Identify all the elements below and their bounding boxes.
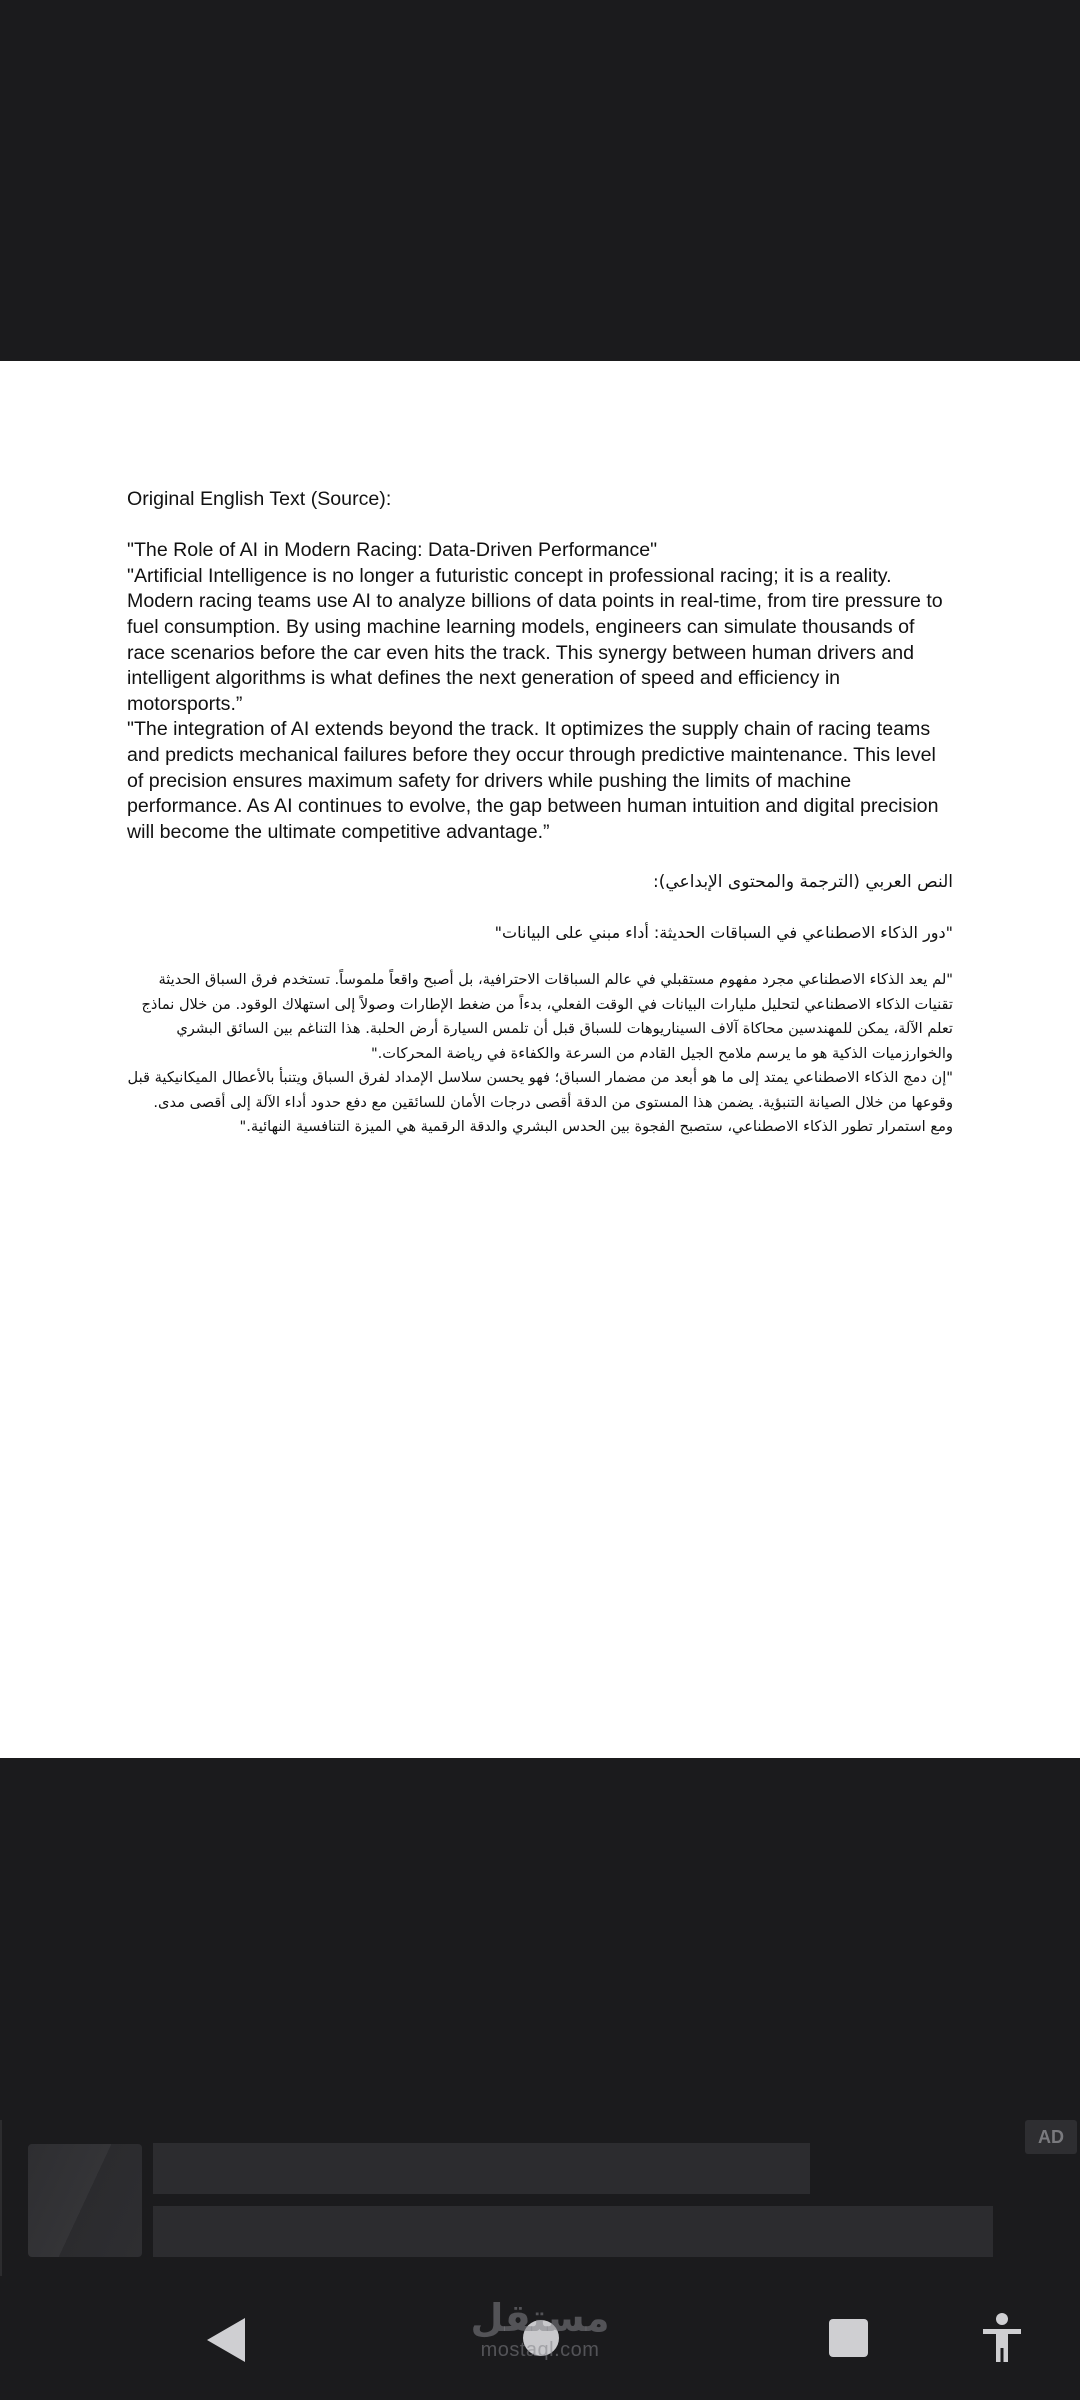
mostaql-watermark [460, 2296, 620, 2360]
system-navigation-bar [0, 2276, 1080, 2400]
accessibility-icon[interactable] [980, 2312, 1024, 2364]
english-title: "The Role of AI in Modern Racing: Data-Driven Performance" [127, 539, 658, 562]
arabic-title: "دور الذكاء الاصطناعي في السباقات الحديثة: أداء مبني على البيانات" [494, 923, 953, 943]
english-paragraph-2: "The integration of AI extends beyond the track. It optimizes the supply chain of racing teams and predicts mechanical failures before they occur through predictive maintenance. This level of precision ensures maximum safety for drivers while pushing the limits of machine performance. As AI continues to evolve, the gap between human intuition and digital precision will become the ultimate competitive advantage.” [127, 718, 939, 843]
ad-thumbnail-placeholder[interactable] [28, 2144, 142, 2257]
english-paragraph-1: "Artificial Intelligence is no longer a futuristic concept in professional racing; it is a reality. Modern racing teams use AI to analyze billions of data points in real-time, from tire pressure to fuel consumption. By using machine learning models, engineers can simulate thousands of race scenarios before the car even hits the track. This synergy between human drivers and intelligent algorithms is what defines the next generation of speed and efficiency in motorsports.” [127, 564, 943, 715]
watermark-arabic: مستقل [470, 2296, 610, 2340]
ad-badge: AD [1025, 2120, 1077, 2154]
source-label: Original English Text (Source): [127, 488, 392, 510]
arabic-section [127, 870, 953, 1140]
arabic-paragraph-1: "لم يعد الذكاء الاصطناعي مجرد مفهوم مستقبلي في عالم السباقات الاحترافية، بل أصبح واقعاً ملموساً. تستخدم فرق السباق الحديثة تقنيات الذكاء الاصطناعي لتحليل مليارات البيانات في الوقت الفعلي، بدءاً من ضغط الإطارات وصولاً إلى استهلاك الوقود. من خلال نماذج تعلم الآلة، يمكن للمهندسين محاكاة آلاف السيناريوهات للسباق قبل أن تلمس السيارة أرض الحلبة. هذا التناغم بين السائق البشري والخوارزميات الذكية هو ما يرسم ملامح الجيل القادم من السرعة والكفاءة في رياضة المحركات." [141, 971, 953, 1062]
recents-square-icon[interactable] [829, 2319, 868, 2357]
viewer-top-background [0, 0, 1080, 361]
document-page[interactable] [0, 361, 1080, 1758]
ad-title-placeholder[interactable] [153, 2143, 810, 2194]
ad-border [0, 2120, 2, 2276]
ad-description-placeholder[interactable] [153, 2206, 993, 2257]
arabic-heading: النص العربي (الترجمة والمحتوى الإبداعي): [653, 872, 953, 893]
arabic-paragraph-2: "إن دمج الذكاء الاصطناعي يمتد إلى ما هو أبعد من مضمار السباق؛ فهو يحسن سلاسل الإمداد لفرق السباق ويتنبأ بالأعطال الميكانيكية قبل وقوعها من خلال الصيانة التنبؤية. يضمن هذا المستوى من الدقة أقصى درجات الأمان للسائقين مع دفع حدود أداء الآلة إلى أقصى مدى. ومع استمرار تطور الذكاء الاصطناعي، ستصبح الفجوة بين الحدس البشري والدقة الرقمية هي الميزة التنافسية النهائية." [127, 1069, 953, 1136]
back-triangle-icon[interactable] [207, 2318, 245, 2362]
watermark-latin: mostaql.com [480, 2339, 600, 2361]
ad-banner[interactable] [0, 2120, 1080, 2276]
document-content [127, 487, 953, 1140]
english-section [127, 487, 953, 845]
